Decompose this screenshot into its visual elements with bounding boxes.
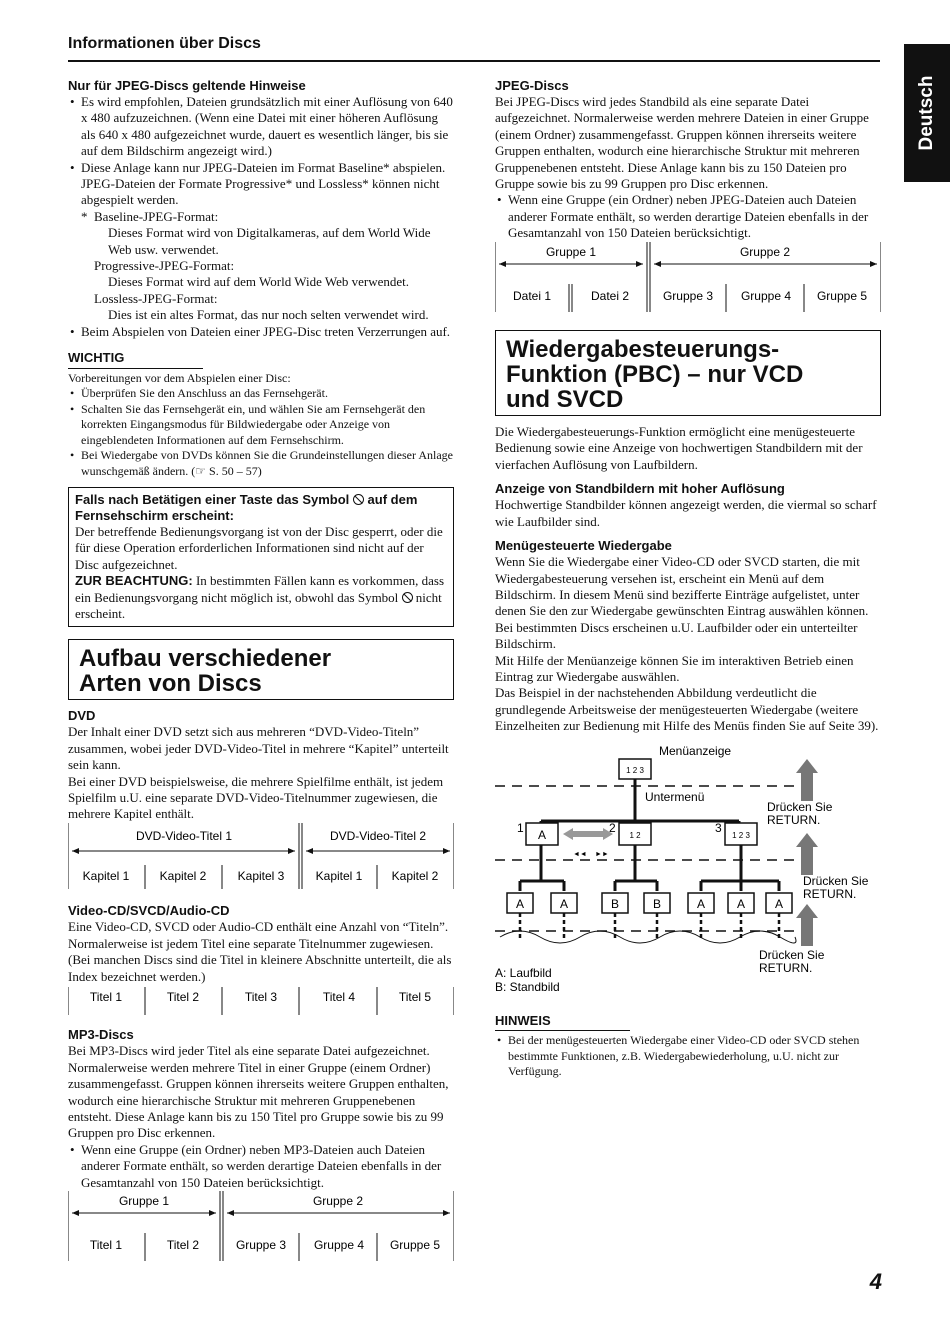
vcd-heading: Video-CD/SVCD/Audio-CD (68, 903, 230, 919)
box-label: A (537, 827, 547, 842)
format-desc: Dieses Format wird auf dem World Wide Web verwendet. (108, 274, 410, 290)
mp3-paragraph: Bei MP3-Discs wird jeder Titel als eine separate Datei aufgezeichnet. Normalerweise werden mehrere Titel in einer Gruppe (einem Ordner) zusammengefasst. Gruppen können ihrerseits weitere Gruppen enthalten, wodurch eine hierarchische Struktur mit mehreren Gruppenebenen entsteht. Diese Anlage kann bis zu 150 Titel pro Gruppe sowie bis zu 99 Gruppen pro Disc erkennen. (68, 1043, 449, 1141)
list-item: • Wenn eine Gruppe (ein Ordner) neben MP3-Dateien auch Dateien anderer Formate enthält, so werden derartige Dateien ebenfalls in der Gesamtanzahl von 150 Dateien berücksichtigt. (68, 1142, 454, 1191)
wichtig-intro: Vorbereitungen vor dem Abspielen einer Disc: (68, 370, 291, 385)
cell-label: Datei 1 (512, 288, 552, 303)
jpeg-notes-list (68, 94, 454, 340)
list-item: • Überprüfen Sie den Anschluss an das Fernsehgerät. (68, 386, 454, 402)
wichtig-list (68, 386, 454, 479)
jpeg-structure-diagram (495, 242, 881, 314)
pbc-title-line: und SVCD (506, 386, 624, 414)
format-name: Baseline-JPEG-Format: (94, 208, 219, 224)
page-number: 4 (869, 1269, 882, 1294)
item-number: 1 (517, 820, 524, 835)
legend-item: B: Standbild (495, 979, 560, 994)
submenu-label: Untermenü (645, 789, 705, 804)
aufbau-title-box (68, 639, 454, 700)
mp3-list (68, 1142, 454, 1191)
leaf-label: A (515, 896, 525, 911)
group-label: Gruppe 2 (312, 1193, 364, 1208)
leaf-label: A (559, 896, 569, 911)
language-tab-label: Deutsch (915, 75, 937, 151)
legend-item: A: Laufbild (495, 965, 552, 980)
list-item: • Schalten Sie das Fernsehgerät ein, und wählen Sie am Fernsehgerät den korrekten Eingangsmodus für Bildwiedergabe oder Anzeige von eingeblendeten Informationen auf dem Fernsehschirm. (68, 402, 454, 449)
group-label: Gruppe 1 (118, 1193, 170, 1208)
list-item: • Bei Wiedergabe von DVDs können Sie die Grundeinstellungen dieser Anlage wunschgemäß ändern. (☞ S. 50 – 57) (68, 448, 454, 479)
cell-label: Kapitel 1 (315, 868, 363, 883)
group-label: Gruppe 1 (545, 244, 597, 259)
dvd-paragraph: Bei einer DVD beispielsweise, die mehrere Spielfilme enthält, ist jedem Spielfilm u.U. eine separate DVD-Video-Titelnummer zugewiesen, die mehrere Kapitel enthält. (68, 773, 444, 822)
list-item: • Wenn eine Gruppe (ein Ordner) neben JPEG-Dateien auch Dateien anderer Formate enthält, so werden derartige Dateien ebenfalls in der Gesamtanzahl von 150 Dateien berücksichtigt. (495, 192, 881, 241)
wichtig-label: WICHTIG (68, 350, 203, 368)
cell-label: Kapitel 2 (391, 868, 439, 883)
pbc-subheading: Anzeige von Standbildern mit hoher Auflösung (495, 481, 785, 497)
prohibited-icon (353, 494, 364, 505)
pbc-title-box (495, 330, 881, 416)
left-column (68, 78, 454, 1267)
pbc-intro: Die Wiedergabesteuerungs-Funktion ermöglicht eine menügesteuerte Bedienung sowie eine Anzeige von hochwertigen Standbildern mit der vierfachen Auflösung von Laufbildern. (495, 424, 863, 472)
jpeg-discs-heading: JPEG-Discs (495, 78, 569, 93)
symbol-box-heading: Falls nach Betätigen einer Taste das Symbol auf dem Fernsehschirm erscheint: (75, 492, 418, 523)
dvd-structure-diagram (68, 823, 454, 893)
list-item: • Es wird empfohlen, Dateien grundsätzlich mit einer Auflösung von 640 x 480 aufzuzeichnen. (Wenn eine Datei mit einer höheren Auflösung als 640 x 480 aufgezeichnet wurde, dauert es wesentlich länger, bis sie auf dem Bildschirm angezeigt wird.) (68, 94, 454, 160)
pbc-paragraph: Das Beispiel in der nachstehenden Abbildung verdeutlicht die grundlegende Arbeitsweise der menügesteuerten Wiedergabe (weitere Einzelheiten zur Bedienung mit Hilfe des Menüs finden Sie auf Seite 39). (495, 685, 879, 734)
item-number: 3 (715, 820, 722, 835)
leaf-label: A (696, 896, 706, 911)
format-desc: Dieses Format wird von Digitalkameras, auf dem World Wide Web usw. verwendet. (108, 225, 431, 257)
pbc-paragraph: Mit Hilfe der Menüanzeige können Sie im interaktiven Betrieb einen Eintrag zur Wiedergabe auswählen. (495, 652, 854, 684)
aufbau-title-line: Arten von Discs (79, 670, 262, 698)
leaf-label: B (652, 896, 662, 911)
group-label: DVD-Video-Titel 2 (329, 828, 427, 843)
dvd-heading: DVD (68, 708, 96, 724)
group-label: Gruppe 2 (739, 244, 791, 259)
language-tab (904, 44, 950, 182)
box-label: 1 2 3 (732, 830, 750, 840)
cell-label: Titel 5 (398, 989, 432, 1004)
symbol-box-text: Der betreffende Bedienungsvorgang ist von der Disc gesperrt, oder die für diese Operation erforderlichen Informationen sind nicht auf der Disc aufgezeichnet. (75, 524, 443, 572)
return-label: RETURN. (759, 960, 813, 975)
symbol-info-box (68, 487, 454, 627)
cell-label: Titel 1 (89, 989, 123, 1004)
leaf-label: A (774, 896, 784, 911)
cell-label: Titel 2 (166, 989, 200, 1004)
box-label: 1 2 (629, 830, 641, 840)
vcd-structure-diagram (68, 987, 454, 1017)
jpeg-paragraph: Bei JPEG-Discs wird jedes Standbild als eine separate Datei aufgezeichnet. Normalerweise werden mehrere Dateien in einer Gruppe (einem Ordner) zusammengefasst. Gruppen können ihrerseits weitere Gruppen enthalten, wodurch eine hierarchische Struktur mit mehreren Gruppenebenen entsteht. Diese Anlage kann bis zu 150 Dateien pro Gruppe sowie bis zu 99 Gruppen pro Disc erkennen. (495, 94, 869, 192)
cell-label: Titel 2 (166, 1237, 200, 1252)
pbc-paragraph: Hochwertige Standbilder können angezeigt werden, die viermal so scharf wie Laufbilder sind. (495, 497, 877, 529)
cell-label: Gruppe 3 (662, 288, 714, 303)
cell-label: Kapitel 2 (159, 868, 207, 883)
return-label: Drücken Sie (759, 947, 825, 962)
return-label: Drücken Sie (803, 873, 869, 888)
group-label: DVD-Video-Titel 1 (135, 828, 233, 843)
jpeg-list (495, 192, 881, 241)
list-item: • Beim Abspielen von Dateien einer JPEG-Disc treten Verzerrungen auf. (68, 324, 454, 340)
cell-label: Gruppe 4 (313, 1237, 365, 1252)
skip-prev-icon: ◄◄ (573, 850, 587, 858)
hinweis-list (495, 1033, 881, 1080)
list-item: • Bei der menügesteuerten Wiedergabe einer Video-CD oder SVCD stehen bestimmte Funktionen, z.B. Wiedergabewiederholung, u.U. nicht zur Verfügung. (495, 1033, 881, 1080)
cell-label: Gruppe 5 (389, 1237, 441, 1252)
page-header-title: Informationen über Discs (68, 35, 261, 52)
dvd-paragraph: Der Inhalt einer DVD setzt sich aus mehreren “DVD-Video-Titeln” zusammen, wobei jeder DVD-Video-Titel in mehrere “Kapitel” unterteilt sein kann. (68, 724, 449, 773)
vcd-paragraph: Eine Video-CD, SVCD oder Audio-CD enthält eine Anzahl von “Titeln”. (68, 919, 449, 935)
prohibited-icon (402, 592, 413, 603)
hinweis-label: HINWEIS (495, 1013, 630, 1031)
mp3-heading: MP3-Discs (68, 1027, 134, 1043)
jpeg-notes-heading: Nur für JPEG-Discs geltende Hinweise (68, 78, 306, 93)
pbc-title-line: Funktion (PBC) – nur VCD (506, 361, 804, 389)
mp3-structure-diagram (68, 1191, 454, 1263)
cell-label: Titel 4 (322, 989, 356, 1004)
vcd-paragraph: Normalerweise ist jedem Titel eine separate Titelnummer zugewiesen. (Bei manchen Discs sind die Titel in kleinere Abschnitte unterteilt, die als Index bezeichnet werden.) (68, 935, 452, 984)
pbc-subheading: Menügesteuerte Wiedergabe (495, 538, 672, 554)
format-desc: Dies ist ein altes Format, das nur noch selten verwendet wird. (108, 307, 429, 323)
format-name: Progressive-JPEG-Format: (94, 258, 235, 274)
item-number: 2 (609, 820, 616, 835)
list-item-text: Diese Anlage kann nur JPEG-Dateien im Format Baseline* abspielen. JPEG-Dateien der Formate Progressive* und Lossless* können nicht abgespielt werden. (81, 159, 446, 208)
cell-label: Datei 2 (590, 288, 630, 303)
pbc-menu-diagram (495, 741, 881, 1003)
leaf-label: B (610, 896, 620, 911)
cell-label: Gruppe 3 (235, 1237, 287, 1252)
cell-label: Titel 1 (89, 1237, 123, 1252)
menu-label: Menüanzeige (659, 743, 732, 758)
cell-label: Titel 3 (244, 989, 278, 1004)
cell-label: Gruppe 5 (816, 288, 868, 303)
right-column (495, 78, 881, 1080)
return-label: RETURN. (767, 812, 821, 827)
pbc-title-line: Wiedergabesteuerungs- (506, 336, 780, 364)
leaf-label: A (736, 896, 746, 911)
header-rule (68, 60, 880, 62)
menu-box-label: 1 2 3 (626, 765, 644, 775)
cell-label: Kapitel 3 (237, 868, 285, 883)
return-label: RETURN. (803, 886, 857, 901)
symbol-box-caution: ZUR BEACHTUNG: In bestimmten Fällen kann es vorkommen, dass ein Bedienungsvorgang nicht möglich ist, obwohl das Symbol nicht erscheint. (75, 573, 445, 622)
pbc-paragraph: Wenn Sie die Wiedergabe einer Video-CD oder SVCD starten, die mit Wiedergabesteuerung versehen ist, erscheint ein Menü auf dem Bildschirm. In diesem Menü sind bezifferte Einträge aufgelistet, unter denen Sie den zur Wiedergabe gewünschten Eintrag auswählen können. Bei bestimmten Discs erscheinen u.U. Laufbilder oder ein unterteilter Bildschirm. (495, 554, 869, 652)
format-name: Lossless-JPEG-Format: (94, 290, 218, 306)
skip-next-icon: ►► (595, 850, 609, 858)
return-label: Drücken Sie (767, 799, 833, 814)
cell-label: Gruppe 4 (740, 288, 792, 303)
aufbau-title-line: Aufbau verschiedener (79, 645, 332, 673)
cell-label: Kapitel 1 (82, 868, 130, 883)
list-item: • Diese Anlage kann nur JPEG-Dateien im Format Baseline* abspielen. JPEG-Dateien der Formate Progressive* und Lossless* können nicht abgespielt werden. * Baseline-JPEG-Format: Dieses Format wird von Digitalkameras, auf dem World Wide Web usw. verwendet. Progressive-JPEG-Format: Dieses Format wird auf dem World Wide Web verwendet. Lossless-JPEG-Format: Dies ist ein altes Format, das nur noch selten verwendet wird. (68, 160, 454, 324)
